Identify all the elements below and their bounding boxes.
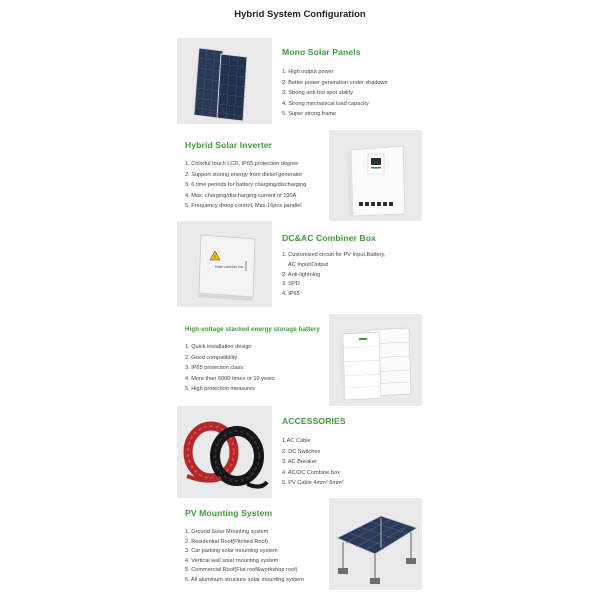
list-item: 3. Car parking solar mounting system (185, 548, 278, 555)
inverter-image (329, 130, 422, 221)
list-item: 3. AC Breaker (282, 459, 317, 465)
list-item: 2. Anti-lightning (282, 271, 321, 278)
list-item: 1. Colorful touch LCD, IP65 protection degree (185, 161, 299, 167)
mounting-structure-image (329, 498, 422, 590)
list-item: 1. Customized circuit for PV Input,Battery, (282, 252, 386, 258)
combiner-box-image (177, 221, 272, 307)
list-mono-solar-panels (282, 67, 387, 120)
list-item: 3. 6 time periods for battery charging/discharging (185, 182, 307, 188)
list-item: 3. Strong anti-hot spot ability (282, 90, 353, 96)
list-item: 2. Support storing energy from diesel generator (185, 171, 303, 178)
list-item: 3. SPD (282, 281, 300, 288)
list-item: 1. Ground Solar Mounting system (185, 529, 269, 535)
list-accessories (282, 436, 344, 489)
battery-image (329, 314, 422, 406)
list-item: 4. More than 6000 times or 10 years (185, 375, 275, 382)
list-item: 2. DC Switches (282, 448, 321, 455)
section-title-hybrid-solar-inverter: Hybrid Solar Inverter (185, 140, 273, 150)
list-item: 5. High protection measures (185, 386, 255, 392)
list-item: 2. Better power generation under shadows (282, 79, 388, 86)
svg-text:!: ! (213, 255, 217, 261)
section-title-accessories: ACCESSORIES (282, 416, 346, 426)
list-item: 1. Quick installation design (185, 344, 252, 350)
list-item: 1. High output power (282, 69, 334, 75)
list-item: 4. IP65 (282, 291, 300, 298)
solar-panels-image (177, 38, 272, 124)
section-title-combiner-box: DC&AC Combiner Box (282, 233, 376, 243)
page-title: Hybrid System Configuration (234, 9, 366, 20)
list-item: 4. Vertical wall solar mounting system (185, 557, 279, 564)
list-item: 2. Good compatibility (185, 354, 238, 361)
list-battery (185, 342, 275, 395)
list-item: 5. Super strong frame (282, 111, 337, 117)
combiner-box-label: Smart combiner box (214, 265, 244, 269)
list-item: 4. Strong mechanical load capacity (282, 100, 369, 107)
list-item: 4. Max. charging/discharging current of 190A (185, 192, 297, 199)
list-item: 5. Frequency droop control, Max.16pcs parallel (185, 203, 302, 209)
list-combiner-box (282, 251, 385, 300)
list-item: 5. PV Cable 4mm² 6mm² (282, 480, 344, 486)
list-hybrid-solar-inverter (185, 159, 306, 212)
list-pv-mounting (185, 528, 304, 586)
list-item: AC Input/Output (288, 261, 329, 268)
cables-image (177, 406, 272, 498)
list-item: 2. Residential Roof(Pitched Roof) (185, 538, 269, 545)
list-item: 6. All aluminum structure solar mounting system (185, 576, 304, 583)
section-title-mono-solar-panels: Mono Solar Panels (282, 47, 361, 57)
section-title-battery: High-voltage stacked energy storage battery (185, 326, 320, 333)
list-item: 5. Commercial Roof(Flat roof&workshop roof) (185, 567, 298, 574)
list-item: 1.AC Cable (282, 438, 311, 444)
section-title-pv-mounting: PV Mounting System (185, 508, 273, 518)
list-item: 3. IP65 protection class (185, 365, 244, 371)
list-item: 4. AC/DC Combine box (282, 469, 340, 476)
